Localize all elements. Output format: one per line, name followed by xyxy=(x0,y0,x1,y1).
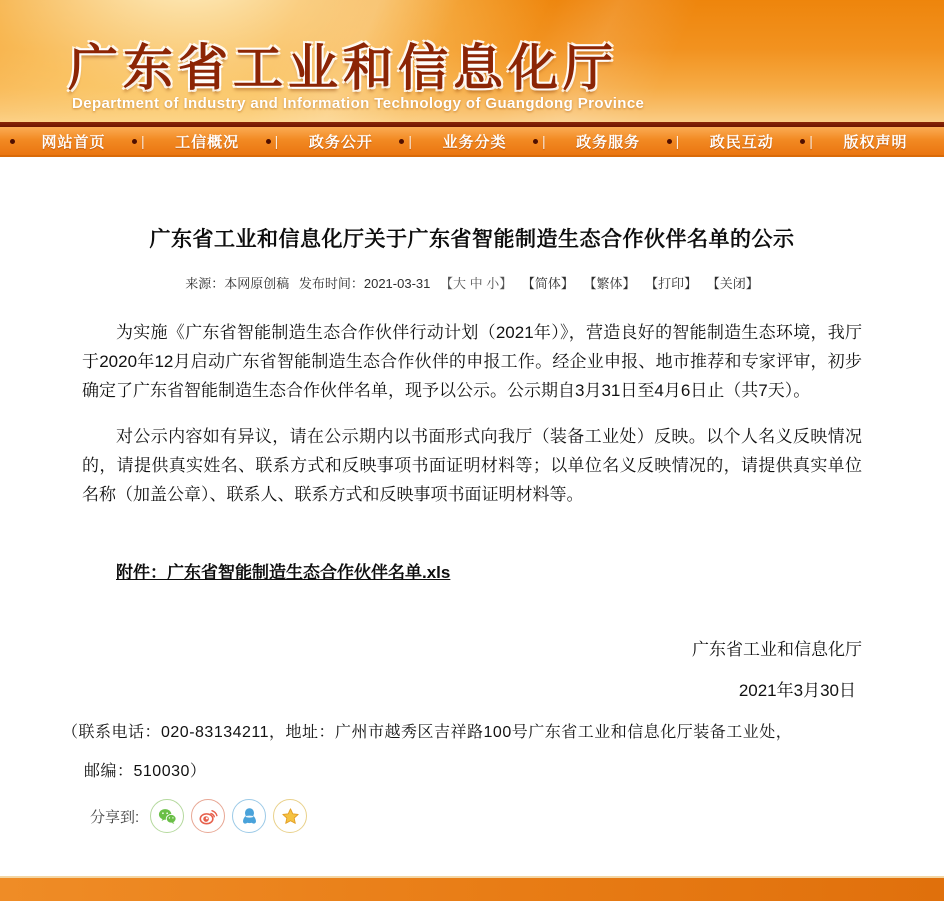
nav-bullet xyxy=(266,139,271,144)
star-icon xyxy=(280,806,301,827)
simplified-button[interactable]: 【简体】 xyxy=(521,276,574,291)
qq-penguin-icon xyxy=(239,806,260,827)
share-bar xyxy=(90,799,862,833)
traditional-button[interactable]: 【繁体】 xyxy=(583,276,636,291)
nav-bullet xyxy=(800,139,805,144)
meta-source: 来源：本网原创稿 xyxy=(185,276,290,291)
share-label: 分享到: xyxy=(90,808,140,826)
nav-item-home[interactable]: 网站首页 xyxy=(41,133,106,151)
article-title: 广东省工业和信息化厅关于广东省智能制造生态合作伙伴名单的公示 xyxy=(149,228,795,251)
share-qzone-button[interactable] xyxy=(273,799,307,833)
close-button[interactable]: 【关闭】 xyxy=(706,276,759,291)
footer-bar xyxy=(0,876,944,901)
nav-separator: | xyxy=(809,133,813,149)
nav-bullet xyxy=(132,139,137,144)
nav-item-interaction[interactable]: 政民互动 xyxy=(709,133,774,151)
paragraph: 为实施《广东省智能制造生态合作伙伴行动计划（2021年）》，营造良好的智能制造生态环境，我厅于2020年12月启动广东省智能制造生态合作伙伴的申报工作。经企业申报、地市推荐和专家评审，初步确定了广东省智能制造生态合作伙伴名单，现予以公示。公示期自3月31日至4月6日止（共7天）。 xyxy=(82,323,862,400)
nav-separator: | xyxy=(408,133,412,149)
nav-separator: | xyxy=(274,133,279,149)
nav-separator: | xyxy=(541,133,546,149)
nav-item-copyright[interactable]: 版权声明 xyxy=(843,133,908,151)
site-title: 广东省工业和信息化厅 xyxy=(68,40,618,96)
share-wechat-button[interactable] xyxy=(150,799,184,833)
nav-item-overview[interactable]: 工信概况 xyxy=(175,133,240,151)
weibo-icon xyxy=(198,806,219,827)
site-title-english: Department of Industry and Information Technology of Guangdong Province xyxy=(72,95,645,112)
nav-separator: | xyxy=(675,133,680,149)
wechat-icon xyxy=(157,806,178,827)
attachment-link[interactable]: 附件：广东省智能制造生态合作伙伴名单.xls xyxy=(116,563,451,582)
meta-publish-date: 发布时间：2021-03-31 xyxy=(298,276,431,291)
article-container xyxy=(0,223,944,876)
nav-item-disclosure[interactable]: 政务公开 xyxy=(308,133,373,151)
font-size-control[interactable]: 【大 中 小】 xyxy=(439,276,513,291)
nav-bullet xyxy=(399,139,404,144)
article-meta xyxy=(82,273,862,292)
nav-item-business[interactable]: 业务分类 xyxy=(442,133,507,151)
main-nav xyxy=(0,127,944,157)
signature-department: 广东省工业和信息化厅 xyxy=(692,640,862,659)
contact-info-line2: 邮编：510030） xyxy=(84,763,207,780)
nav-separator: | xyxy=(141,133,145,149)
signature-date: 2021年3月30日 xyxy=(738,681,856,700)
contact-info-line1: （联系电话：020-83134211，地址：广州市越秀区吉祥路100号广东省工业和信息化厅装备工业处， xyxy=(62,724,793,741)
nav-bullet xyxy=(667,139,672,144)
share-weibo-button[interactable] xyxy=(191,799,225,833)
site-banner xyxy=(0,0,944,122)
nav-item-services[interactable]: 政务服务 xyxy=(576,133,641,151)
paragraph: 对公示内容如有异议，请在公示期内以书面形式向我厅（装备工业处）反映。以个人名义反映情况的，请提供真实姓名、联系方式和反映事项书面证明材料等；以单位名义反映情况的，请提供真实单位名称（加盖公章）、联系人、联系方式和反映事项书面证明材料等。 xyxy=(82,427,862,504)
share-qq-button[interactable] xyxy=(232,799,266,833)
nav-bullet xyxy=(533,139,538,144)
article-body xyxy=(82,318,862,509)
print-button[interactable]: 【打印】 xyxy=(645,276,698,291)
